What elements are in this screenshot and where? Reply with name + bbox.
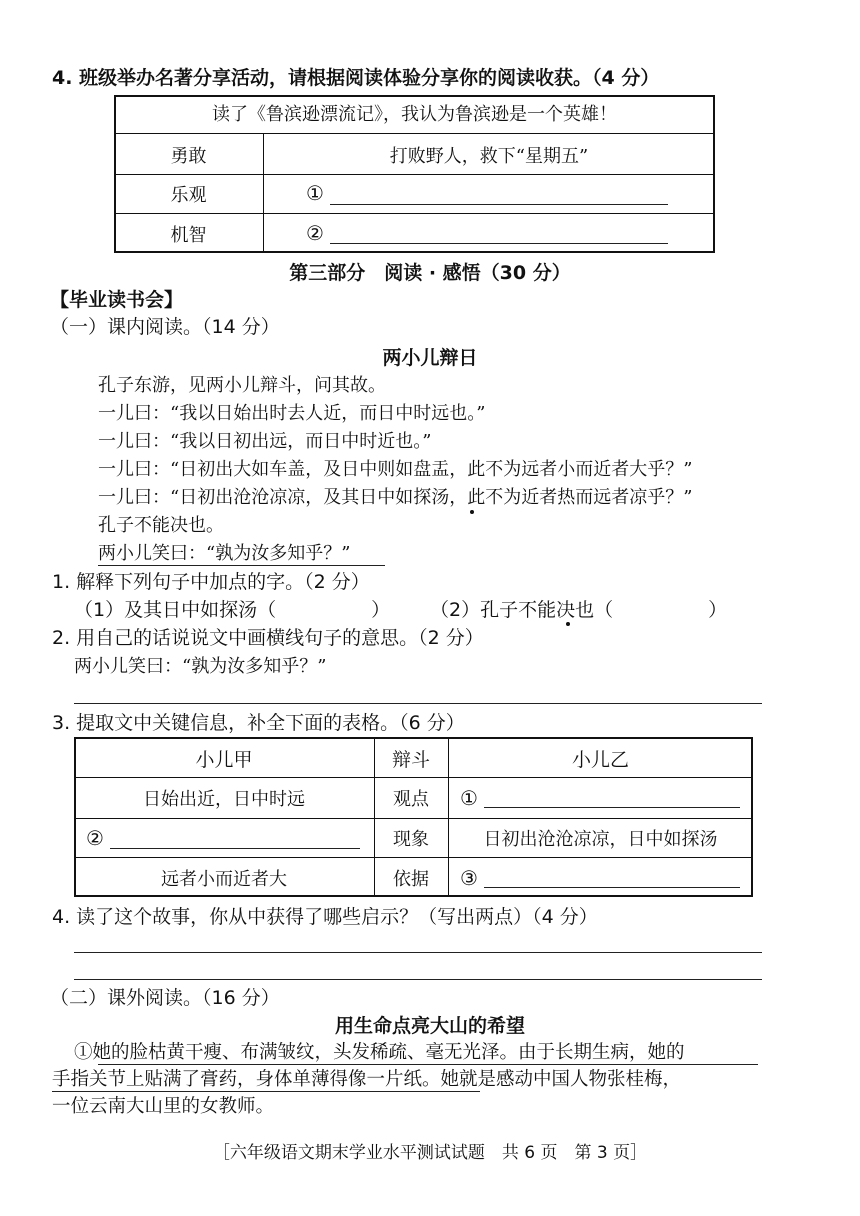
extra-passage-line: 手指关节上贴满了膏药，身体单薄得像一片纸。她就是感动中国人物张桂梅， [52, 1069, 682, 1090]
passage-underline [98, 565, 385, 566]
emphasis-dot [566, 622, 570, 626]
answer-blank-1-marker: ① [306, 181, 324, 205]
passage-line-underlined: 两小儿笑曰：“孰为汝多知乎？” [98, 543, 351, 564]
extra-passage-line: ①她的脸枯黄干瘦、布满皱纹，头发稀疏、毫无光泽。由于长期生病，她的 [74, 1042, 685, 1063]
section-tag: 【毕业读书会】 [50, 289, 184, 311]
subsection-2-title: （二）课外阅读。（16 分） [50, 987, 280, 1009]
extra-passage-underline [52, 1091, 480, 1092]
part3-title: 第三部分 阅读 · 感悟（30 分） [289, 262, 571, 284]
question-4-top: 4. 班级举办名著分享活动，请根据阅读体验分享你的阅读收获。（4 分） [52, 67, 660, 89]
answer-blank-1[interactable] [330, 204, 668, 205]
trait-brave: 勇敢 [170, 145, 207, 167]
hero-table-title: 读了《鲁滨逊漂流记》，我认为鲁滨逊是一个英雄！ [212, 104, 617, 125]
table-cell-a3: 远者小而近者大 [161, 868, 287, 890]
passage-line: 一儿曰：“日初出沧沧凉凉，及其日中如探汤，此不为近者热而远者凉乎？” [98, 487, 693, 508]
passage-title: 两小儿辩日 [382, 347, 478, 369]
passage-line: 一儿曰：“我以日始出时去人近，而日中时远也。” [98, 403, 486, 424]
table-header-mid: 辩斗 [391, 748, 430, 771]
trait-brave-content: 打败野人，救下“星期五” [389, 145, 589, 167]
passage-line: 孔子东游，见两小儿辩斗，问其故。 [98, 375, 386, 396]
table-cell-a1: 日始出近，日中时远 [143, 789, 305, 810]
passage-line: 一儿曰：“我以日初出远，而日中时近也。” [98, 431, 432, 452]
page-footer: ［六年级语文期末学业水平测试试题 共 6 页 第 3 页］ [212, 1143, 648, 1163]
emphasis-dot [470, 510, 474, 514]
extra-passage-underline [98, 1064, 758, 1065]
question-4: 4. 读了这个故事，你从中获得了哪些启示？（写出两点）（4 分） [52, 906, 598, 928]
question-2: 2. 用自己的话说说文中画横线句子的意思。（2 分） [52, 627, 484, 649]
trait-optimistic: 乐观 [170, 185, 207, 206]
table-header-a: 小儿甲 [195, 748, 253, 771]
table-cell-mid2: 现象 [393, 829, 429, 850]
question-1: 1. 解释下列句子中加点的字。（2 分） [52, 571, 370, 593]
table-blank-1[interactable] [484, 807, 740, 808]
table-cell-b2: 日初出沧沧凉凉，日中如探汤 [483, 829, 718, 850]
table-cell-mid1: 观点 [393, 789, 429, 810]
passage-line: 孔子不能决也。 [98, 515, 224, 536]
question-4-answer-line-2[interactable] [74, 979, 762, 980]
table-blank-3[interactable] [484, 887, 740, 888]
table-cell-mid3: 依据 [393, 868, 429, 890]
question-2-quote: 两小儿笑曰：“孰为汝多知乎？” [74, 656, 327, 677]
table-header-b: 小儿乙 [571, 748, 629, 771]
trait-clever: 机智 [170, 224, 207, 246]
question-4-answer-line-1[interactable] [74, 952, 762, 953]
question-1-part-a[interactable]: （1）及其日中如探汤（ ） [74, 599, 391, 621]
passage-line: 一儿曰：“日初出大如车盖，及日中则如盘盂，此不为远者小而近者大乎？” [98, 459, 693, 480]
extra-passage-title: 用生命点亮大山的希望 [334, 1015, 525, 1037]
table-blank-2-marker: ② [86, 826, 104, 850]
question-1-part-b[interactable]: （2）孔子不能决也（ ） [430, 599, 728, 621]
table-blank-1-marker: ① [460, 786, 478, 810]
answer-blank-2[interactable] [330, 243, 668, 244]
answer-blank-2-marker: ② [306, 221, 324, 245]
table-blank-2[interactable] [110, 848, 360, 849]
subsection-1-title: （一）课内阅读。（14 分） [50, 316, 280, 338]
table-blank-3-marker: ③ [460, 866, 478, 890]
extra-passage-line: 一位云南大山里的女教师。 [52, 1096, 275, 1117]
question-2-answer-line[interactable] [74, 703, 762, 704]
question-3: 3. 提取文中关键信息，补全下面的表格。（6 分） [52, 712, 465, 734]
